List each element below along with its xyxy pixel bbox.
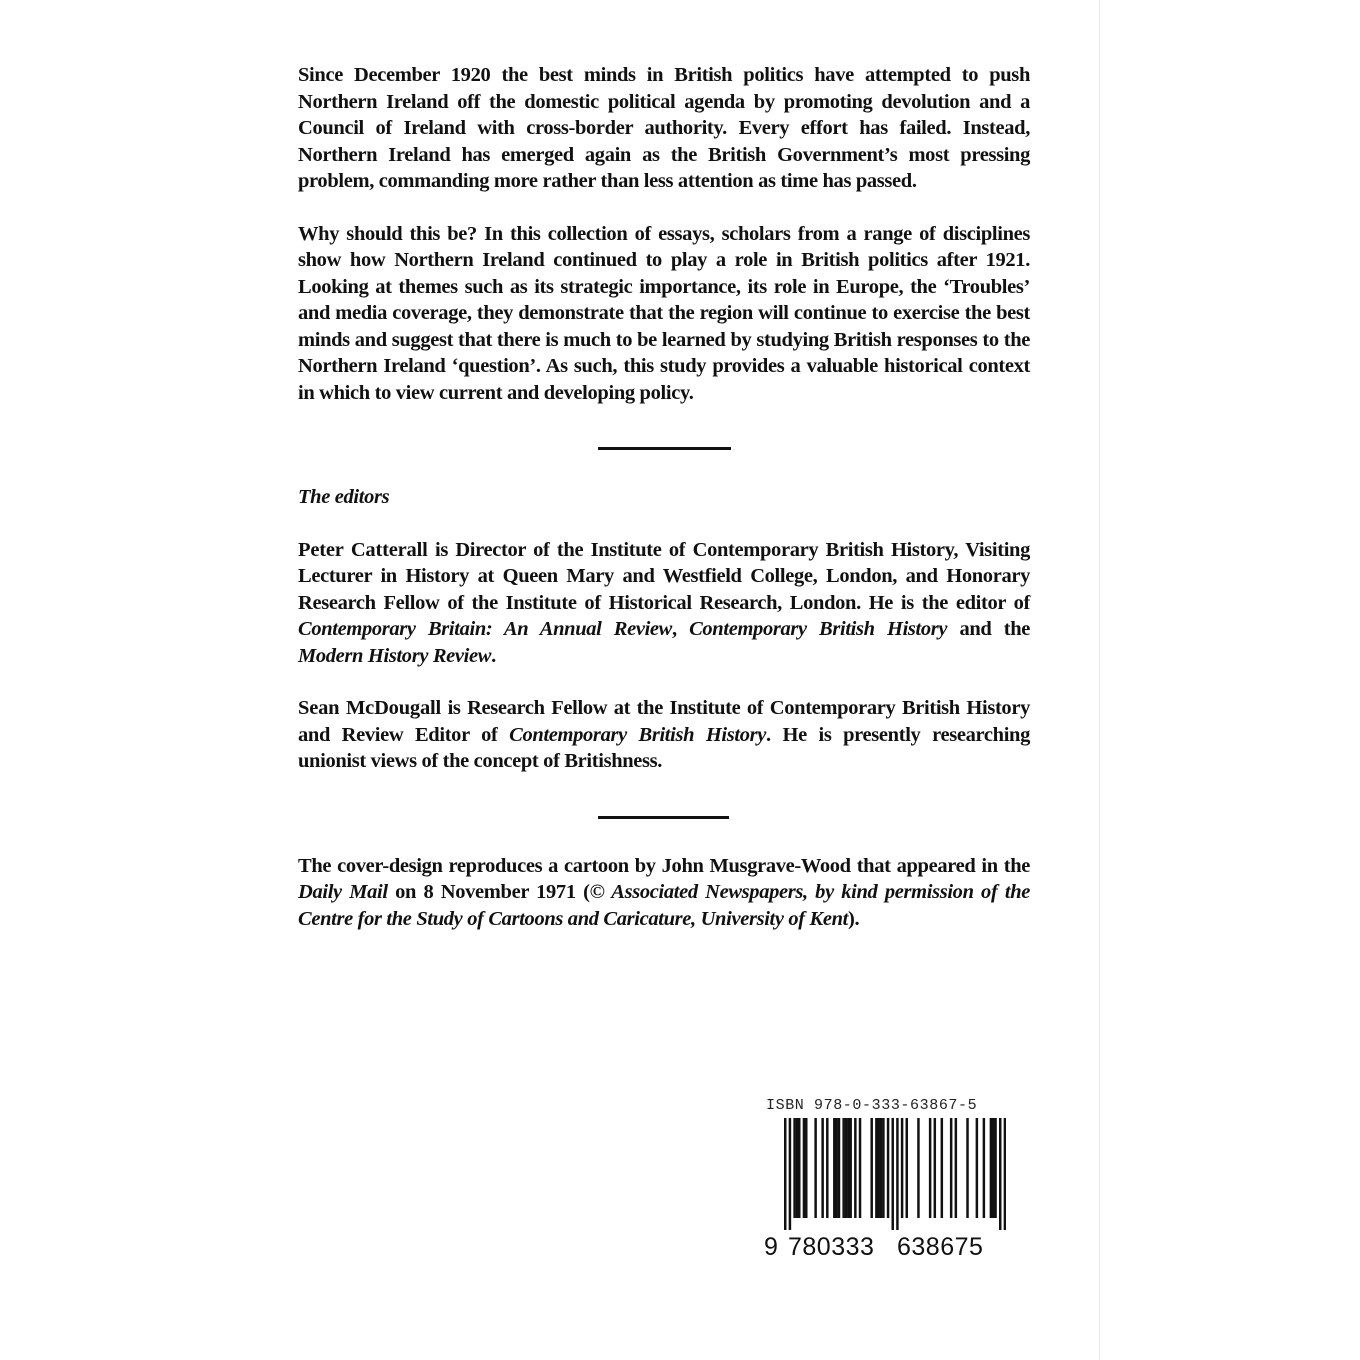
barcode-digit-group-right: 638675 bbox=[897, 1233, 984, 1261]
paragraph-gap bbox=[298, 195, 1030, 221]
divider-rule bbox=[598, 447, 731, 450]
barcode-bar bbox=[835, 1118, 837, 1218]
barcode-bar bbox=[849, 1118, 851, 1218]
barcode-bar bbox=[821, 1118, 823, 1218]
barcode-bar bbox=[906, 1118, 908, 1218]
barcode-bar bbox=[877, 1118, 879, 1218]
note-text: on 8 November 1971 ( bbox=[387, 881, 590, 903]
bio-text: . bbox=[491, 644, 496, 667]
barcode-lead-digit: 9 bbox=[764, 1233, 778, 1261]
barcode-bar bbox=[983, 1118, 985, 1218]
barcode-digit-group-left: 780333 bbox=[788, 1233, 875, 1261]
blurb-paragraph-2: Why should this be? In this collection of essays, scholars from a range of disciplines show how Northern Ireland continued to play a role in British politics after 1921. Looking at themes such as its strategic importance, its role in Europe, the ‘Troubles’ and media coverage, they demonstrate that the region will continue to exercise the best minds and suggest that there is much to be learned by studying British responses to the Northern Ireland ‘question’. As such, this study provides a valuable historical context in which to view current and developing policy. bbox=[298, 222, 1030, 404]
editor-bio-mcdougall bbox=[298, 695, 1030, 775]
barcode-bar bbox=[976, 1118, 978, 1218]
paragraph-gap bbox=[298, 669, 1030, 695]
barcode-bar bbox=[891, 1118, 893, 1230]
bio-text: is Research Fellow at the Institute of Contemporary British History and Review Editor of bbox=[298, 697, 1030, 746]
note-text: The cover-design reproduces a cartoon by John Musgrave-Wood that appeared in the bbox=[298, 854, 1030, 877]
barcode-bar bbox=[880, 1118, 882, 1218]
back-cover-text bbox=[298, 62, 1030, 932]
barcode-bar bbox=[803, 1118, 805, 1218]
section-divider-1 bbox=[298, 406, 1030, 484]
barcode-bar bbox=[854, 1118, 856, 1218]
section-divider-2 bbox=[298, 775, 1030, 853]
isbn-label: ISBN 978-0-333-63867-5 bbox=[766, 1097, 978, 1114]
barcode-bar bbox=[845, 1118, 847, 1218]
barcode-bar bbox=[859, 1118, 861, 1218]
note-text: ). bbox=[848, 907, 860, 930]
barcode-bar bbox=[896, 1118, 898, 1230]
bio-text: and the bbox=[947, 618, 1031, 640]
barcode-bar bbox=[994, 1118, 996, 1218]
newspaper-title: Daily Mail bbox=[298, 881, 388, 903]
editor-name: Sean McDougall bbox=[298, 697, 442, 719]
blurb-paragraph-1: Since December 1920 the best minds in British politics have attempted to push Northern Ireland off the domestic political agenda by promoting devolution and a Council of Ireland with cross-border authority. Every effort has failed. Instead, Northern Ireland has emerged again as the British Government’s most pressing problem, commanding more rather than less attention as time has passed. bbox=[298, 64, 1030, 192]
editor-bio-catterall bbox=[298, 537, 1030, 670]
barcode-bar bbox=[934, 1118, 936, 1218]
barcode-bar bbox=[901, 1118, 903, 1218]
copyright-credit: © Associated Newspapers, by kind permission of the Centre for the Study of Cartoons and Caricature, University of Kent bbox=[298, 881, 1030, 930]
publication-title: Contemporary British History bbox=[689, 618, 948, 640]
barcode-bar bbox=[990, 1118, 992, 1218]
barcode-bar bbox=[796, 1118, 798, 1218]
barcode-bar bbox=[999, 1118, 1001, 1230]
barcode-bar bbox=[826, 1118, 828, 1218]
barcode-bar bbox=[875, 1118, 877, 1218]
barcode-bar bbox=[805, 1118, 807, 1218]
paragraph-gap bbox=[298, 511, 1030, 537]
barcode-bar bbox=[887, 1118, 889, 1218]
barcode-icon bbox=[784, 1118, 1006, 1230]
barcode-bar bbox=[941, 1118, 943, 1218]
barcode-bar bbox=[966, 1118, 968, 1218]
publication-title: Contemporary British History bbox=[509, 723, 767, 746]
barcode-bar bbox=[917, 1118, 919, 1218]
barcode-bar bbox=[838, 1118, 840, 1218]
publication-title: Contemporary Britain: An Annual Review bbox=[298, 618, 673, 640]
barcode-bar bbox=[955, 1118, 957, 1218]
barcode-bar bbox=[882, 1118, 884, 1218]
barcode-bar bbox=[793, 1118, 795, 1218]
barcode-digits bbox=[764, 1232, 1009, 1262]
bio-text: is Director of the Institute of Contemporary British History, Visiting Lecturer in History at Queen Mary and Westfield College, London, and Honorary Research Fellow of the Institute of Historical Research, London. He is the editor of bbox=[298, 538, 1031, 614]
barcode-bar bbox=[842, 1118, 844, 1218]
barcode-bar bbox=[789, 1118, 791, 1230]
barcode-bar bbox=[870, 1118, 872, 1218]
barcode-bar bbox=[992, 1118, 994, 1218]
bio-text: , bbox=[672, 618, 690, 640]
barcode-bar bbox=[929, 1118, 931, 1218]
divider-rule bbox=[598, 816, 729, 819]
barcode-bar bbox=[798, 1118, 800, 1218]
editor-name: Peter Catterall bbox=[298, 538, 428, 561]
cover-design-note bbox=[298, 853, 1030, 933]
page-edge-line bbox=[1099, 0, 1100, 1360]
isbn-barcode-block bbox=[764, 1096, 1009, 1261]
publication-title: Modern History Review bbox=[298, 644, 492, 667]
barcode-bar bbox=[814, 1118, 816, 1218]
bio-text: . He is presently researching unionist views of the concept of Britishness. bbox=[298, 723, 1030, 772]
barcode-bar bbox=[833, 1118, 835, 1218]
barcode-bar bbox=[1004, 1118, 1006, 1230]
barcode-bar bbox=[847, 1118, 849, 1218]
barcode-bar bbox=[950, 1118, 952, 1218]
editors-heading: The editors bbox=[298, 486, 390, 508]
barcode-bar bbox=[784, 1118, 786, 1230]
